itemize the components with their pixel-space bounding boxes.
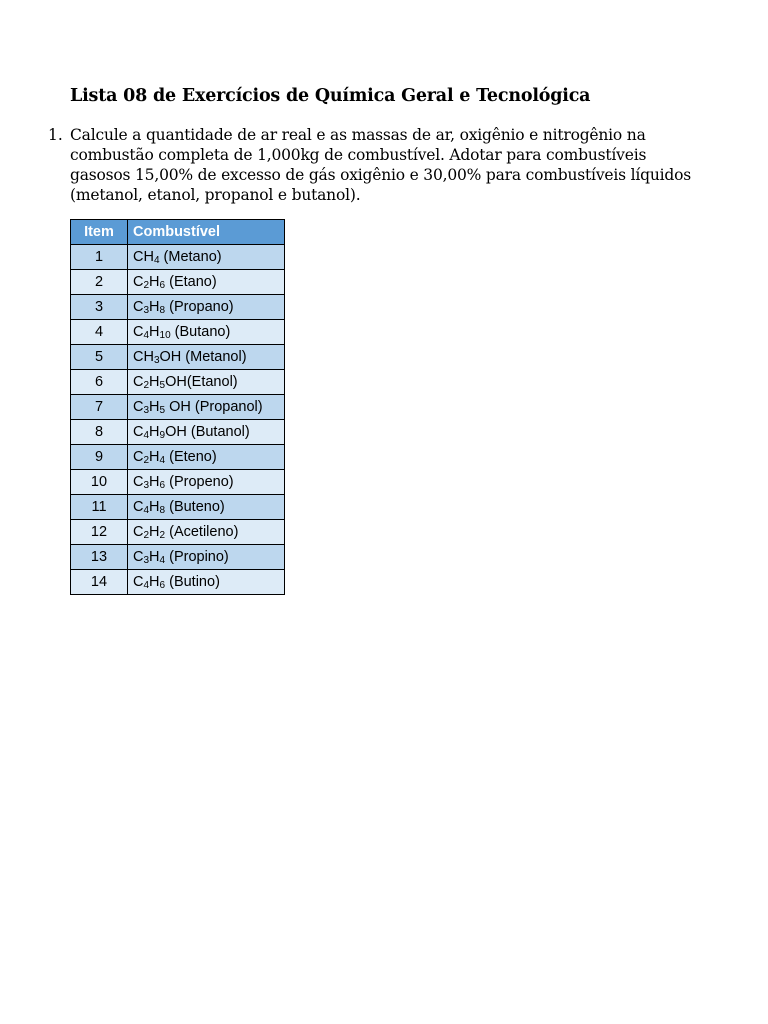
- fuel-formula-subscript: 5: [159, 380, 166, 391]
- item-number-cell: 4: [71, 320, 128, 345]
- fuel-formula-text: H: [149, 324, 160, 340]
- fuel-formula-text: (Propano): [165, 299, 234, 315]
- fuel-formula-text: H: [149, 574, 160, 590]
- fuel-formula-subscript: 3: [143, 480, 150, 491]
- fuel-formula-text: C: [133, 324, 144, 340]
- fuel-formula-text: C: [133, 424, 144, 440]
- fuel-formula-text: (Acetileno): [165, 524, 239, 540]
- fuel-formula-subscript: 3: [143, 405, 150, 416]
- fuel-cell: [128, 495, 285, 520]
- fuel-formula-text: H: [149, 374, 160, 390]
- fuel-formula-subscript: 4: [143, 430, 150, 441]
- fuel-formula-text: OH(Etanol): [165, 374, 238, 390]
- fuel-formula-text: CH: [133, 349, 154, 365]
- fuel-formula-text: H: [143, 249, 154, 265]
- fuel-cell: [128, 520, 285, 545]
- item-number-cell: 5: [71, 345, 128, 370]
- table-row: [71, 495, 285, 520]
- question-line: Calcule a quantidade de ar real e as massas de ar, oxigênio e nitrogênio na: [70, 126, 646, 144]
- item-number-cell: 13: [71, 545, 128, 570]
- fuel-formula-subscript: 2: [143, 530, 150, 541]
- fuel-cell: [128, 545, 285, 570]
- fuel-formula-subscript: 2: [143, 380, 150, 391]
- fuel-formula-subscript: 6: [159, 280, 166, 291]
- fuel-formula-text: (Buteno): [165, 499, 225, 515]
- fuel-formula-text: OH (Metanol): [159, 349, 247, 365]
- item-number-cell: 11: [71, 495, 128, 520]
- item-number-cell: 14: [71, 570, 128, 595]
- table-row: [71, 520, 285, 545]
- table-row: [71, 420, 285, 445]
- fuel-formula-subscript: 3: [153, 355, 160, 366]
- fuel-formula-text: (Eteno): [165, 449, 217, 465]
- question-line: (metanol, etanol, propanol e butanol).: [70, 186, 361, 204]
- fuel-formula-text: (Butano): [170, 324, 231, 340]
- item-number-cell: 7: [71, 395, 128, 420]
- fuel-formula-text: C: [133, 574, 144, 590]
- fuel-cell: [128, 395, 285, 420]
- fuel-cell: [128, 420, 285, 445]
- table-header-row: [71, 220, 285, 245]
- fuel-formula-text: H: [149, 499, 160, 515]
- fuel-formula-text: C: [133, 474, 144, 490]
- fuel-formula-text: C: [133, 374, 144, 390]
- fuel-formula-text: C: [133, 399, 144, 415]
- document-title: Lista 08 de Exercícios de Química Geral e Tecnológica: [70, 86, 591, 106]
- table-row: [71, 395, 285, 420]
- fuel-formula-subscript: 9: [159, 430, 166, 441]
- table-row: [71, 570, 285, 595]
- fuel-cell: [128, 445, 285, 470]
- fuel-formula-subscript: 2: [159, 530, 166, 541]
- question-text: [70, 125, 710, 205]
- fuel-formula-subscript: 8: [159, 305, 166, 316]
- fuel-formula-subscript: 10: [159, 330, 171, 341]
- fuel-formula-subscript: 6: [159, 580, 166, 591]
- fuel-formula-text: H: [149, 474, 160, 490]
- fuel-formula-subscript: 2: [143, 455, 150, 466]
- fuel-formula-text: H: [149, 299, 160, 315]
- fuel-formula-subscript: 3: [143, 555, 150, 566]
- fuel-formula-text: C: [133, 499, 144, 515]
- table-row: [71, 295, 285, 320]
- fuel-formula-text: (Propeno): [165, 474, 234, 490]
- fuel-formula-text: C: [133, 449, 144, 465]
- fuel-formula-text: (Etano): [165, 274, 217, 290]
- table-row: [71, 270, 285, 295]
- fuel-formula-text: H: [149, 524, 160, 540]
- fuel-formula-text: H: [149, 399, 160, 415]
- item-number-cell: 9: [71, 445, 128, 470]
- fuel-formula-text: C: [133, 549, 144, 565]
- table-row: [71, 370, 285, 395]
- fuel-formula-subscript: 8: [159, 505, 166, 516]
- fuel-formula-text: OH (Butanol): [165, 424, 250, 440]
- fuel-cell: [128, 345, 285, 370]
- question-line: combustão completa de 1,000kg de combustível. Adotar para combustíveis: [70, 146, 647, 164]
- fuel-formula-subscript: 4: [159, 555, 166, 566]
- fuel-formula-subscript: 4: [159, 455, 166, 466]
- column-header-fuel: Combustível: [128, 220, 285, 245]
- question-number: 1.: [48, 126, 63, 144]
- column-header-item: Item: [71, 220, 128, 245]
- fuel-formula-text: H: [149, 449, 160, 465]
- table-body: [71, 245, 285, 595]
- table-row: [71, 245, 285, 270]
- item-number-cell: 1: [71, 245, 128, 270]
- fuel-formula-subscript: 2: [143, 280, 150, 291]
- fuel-formula-subscript: 3: [143, 305, 150, 316]
- table-row: [71, 320, 285, 345]
- table-row: [71, 445, 285, 470]
- fuel-table: [70, 219, 285, 595]
- fuel-cell: [128, 370, 285, 395]
- fuel-cell: [128, 295, 285, 320]
- fuel-formula-text: H: [149, 274, 160, 290]
- fuel-cell: [128, 320, 285, 345]
- item-number-cell: 8: [71, 420, 128, 445]
- fuel-cell: [128, 245, 285, 270]
- fuel-formula-subscript: 6: [159, 480, 166, 491]
- fuel-formula-text: C: [133, 299, 144, 315]
- fuel-formula-subscript: 4: [143, 330, 150, 341]
- table-row: [71, 470, 285, 495]
- fuel-formula-text: H: [149, 424, 160, 440]
- fuel-formula-text: C: [133, 274, 144, 290]
- fuel-formula-text: C: [133, 524, 144, 540]
- fuel-formula-subscript: 4: [143, 580, 150, 591]
- fuel-formula-subscript: 4: [153, 255, 160, 266]
- table-row: [71, 345, 285, 370]
- item-number-cell: 2: [71, 270, 128, 295]
- fuel-formula-text: (Metano): [159, 249, 222, 265]
- fuel-formula-text: H: [149, 549, 160, 565]
- fuel-formula-subscript: 5: [159, 405, 166, 416]
- fuel-formula-text: (Propino): [165, 549, 229, 565]
- fuel-formula-subscript: 4: [143, 505, 150, 516]
- item-number-cell: 12: [71, 520, 128, 545]
- question-line: gasosos 15,00% de excesso de gás oxigênio e 30,00% para combustíveis líquidos: [70, 166, 691, 184]
- fuel-formula-text: (Butino): [165, 574, 220, 590]
- fuel-formula-text: OH (Propanol): [165, 399, 263, 415]
- fuel-cell: [128, 470, 285, 495]
- item-number-cell: 6: [71, 370, 128, 395]
- fuel-cell: [128, 270, 285, 295]
- fuel-cell: [128, 570, 285, 595]
- table-row: [71, 545, 285, 570]
- item-number-cell: 3: [71, 295, 128, 320]
- item-number-cell: 10: [71, 470, 128, 495]
- fuel-formula-text: C: [133, 249, 144, 265]
